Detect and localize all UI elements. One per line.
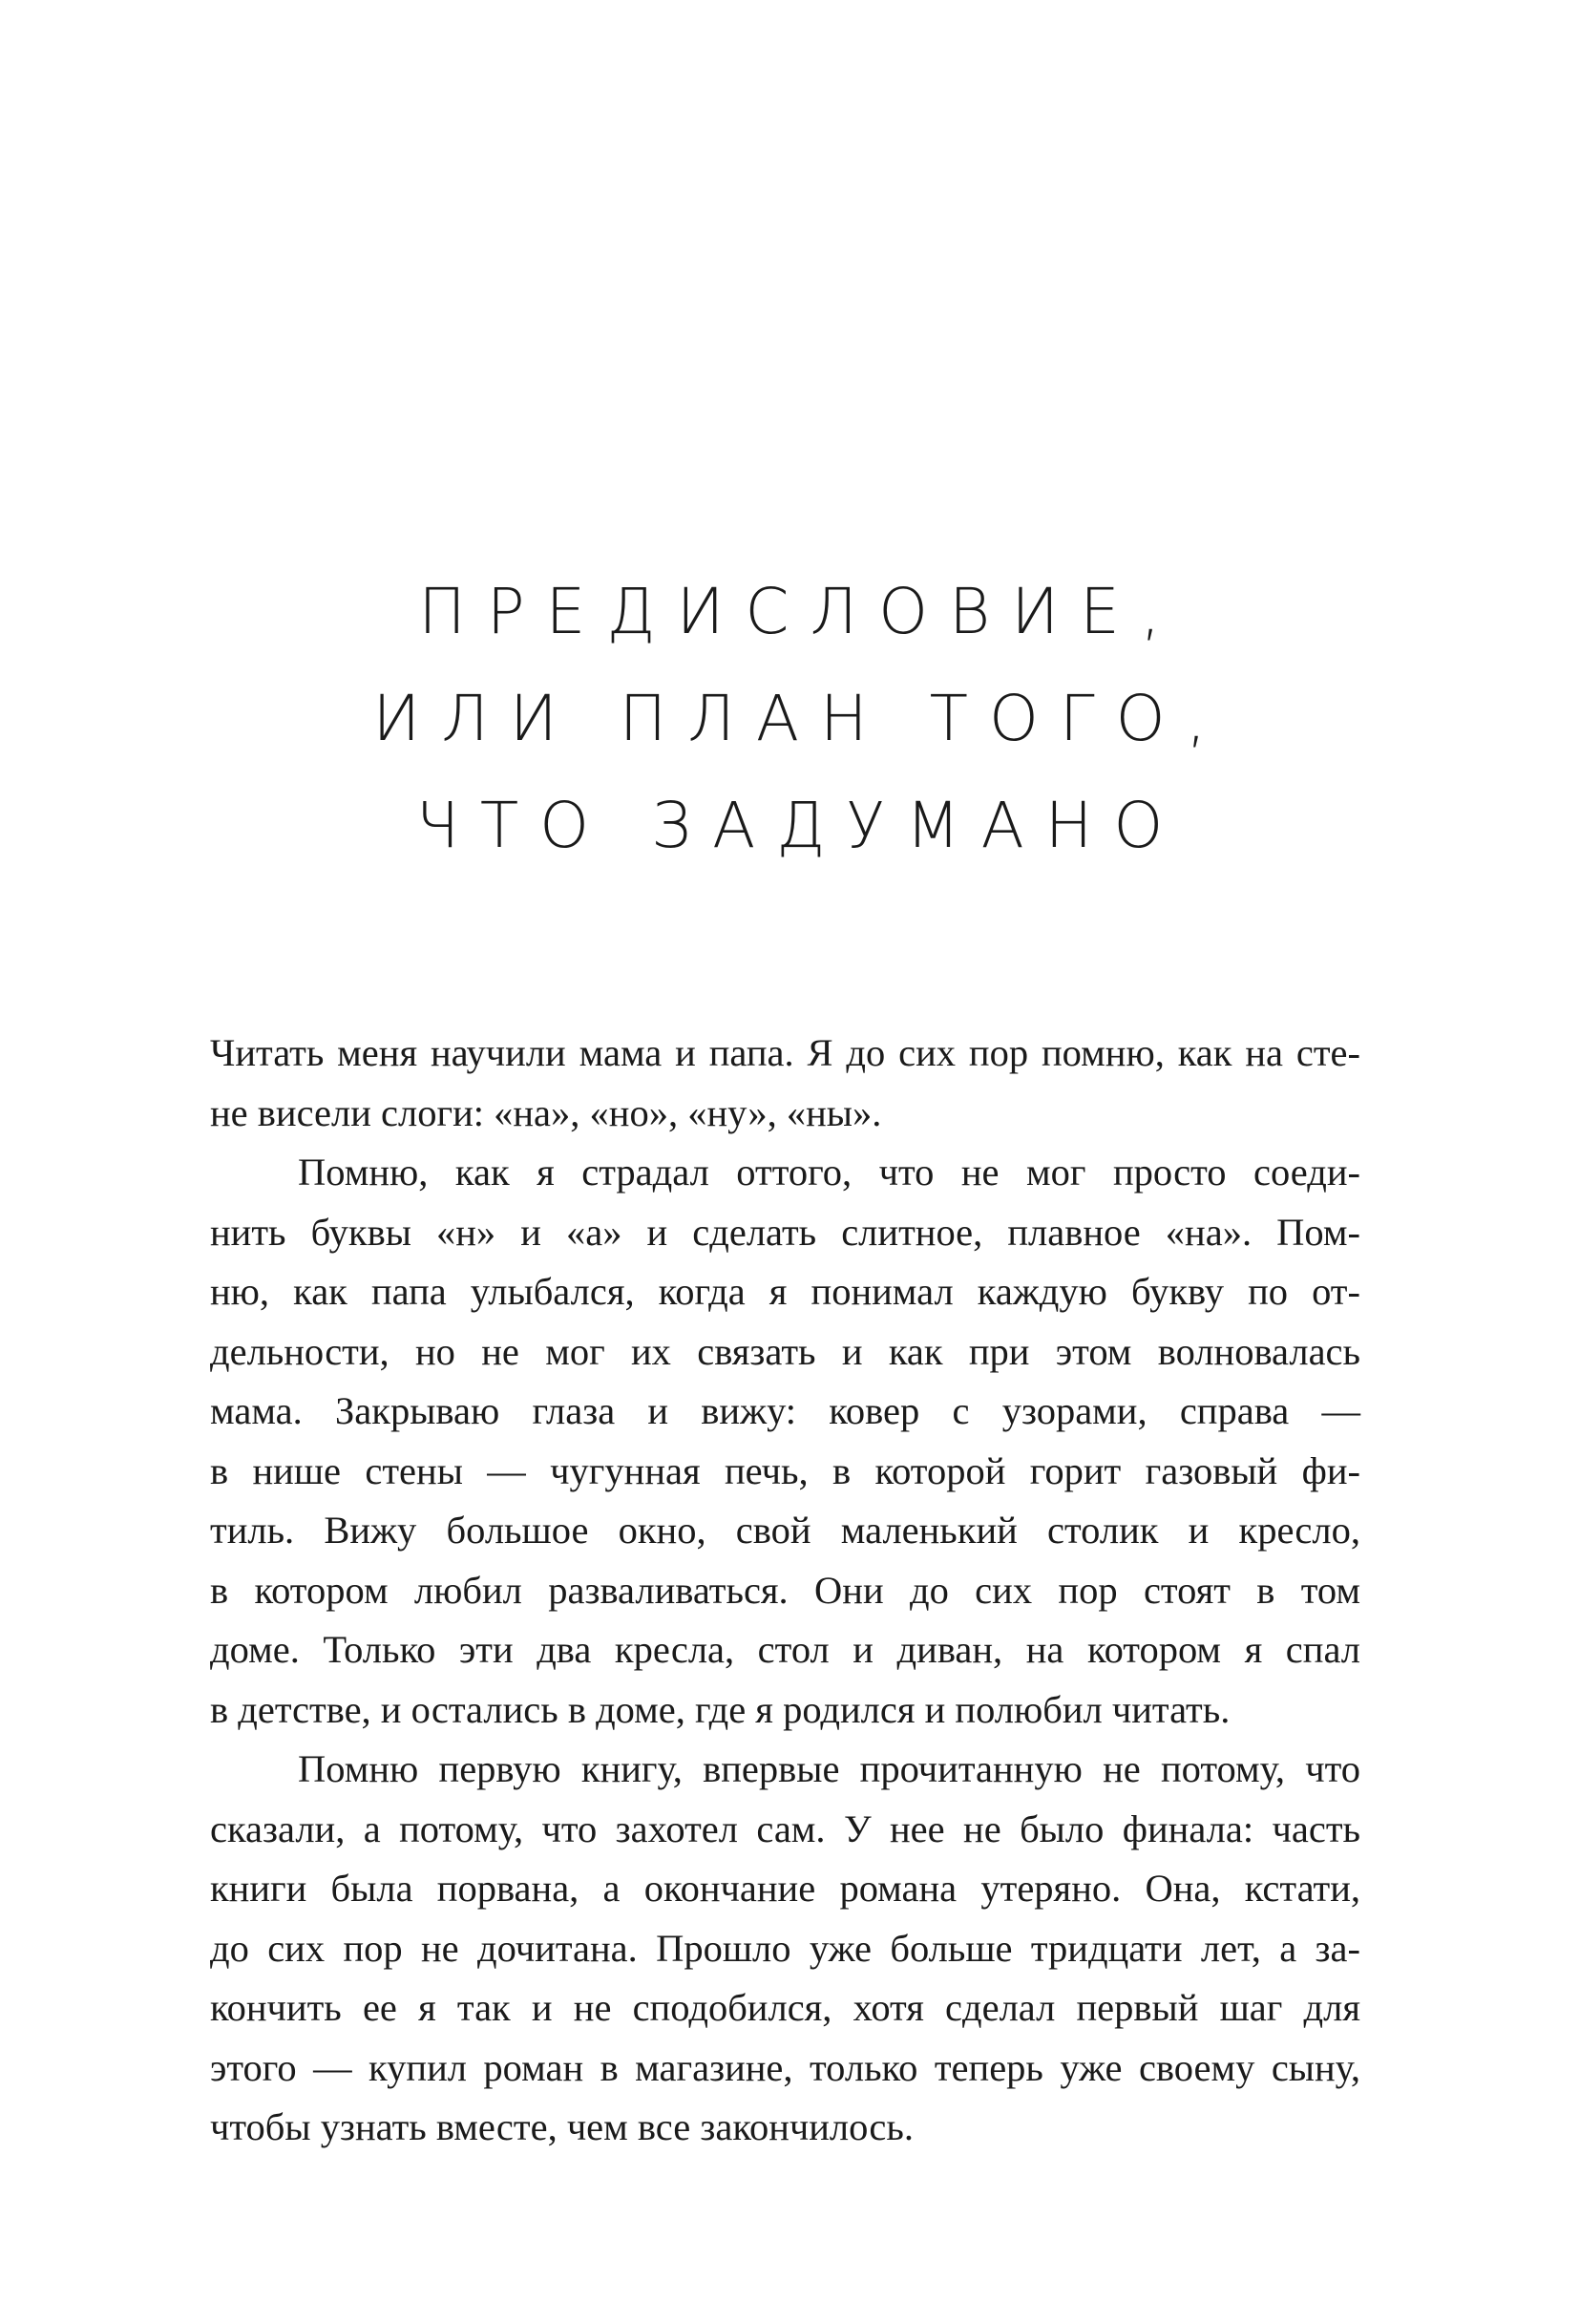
paragraph-2 [210,1143,1360,1740]
text-line: до сих пор не дочитана. Прошло уже больше тридцати лет, а за- [210,1926,1360,1970]
text-line: книги была порвана, а окончание романа утеряно. Она, кстати, [210,1867,1360,1910]
text-line: Помню первую книгу, впервые прочитанную не потому, что [298,1747,1360,1790]
chapter-title-line-2: ИЛИ ПЛАН ТОГО, [372,682,1228,755]
text-line: нить буквы «н» и «а» и сделать слитное, плавное «на». Пом- [210,1210,1360,1254]
text-line: тиль. Вижу большое окно, свой маленький столик и кресло, [210,1509,1360,1552]
paragraph-1 [210,1024,1360,1143]
text-line: ню, как папа улыбался, когда я понимал каждую букву по от- [210,1270,1360,1313]
text-line: сказали, а потому, что захотел сам. У нее не было финала: часть [210,1806,1360,1850]
body-text [210,1024,1360,2158]
text-line: чтобы узнать вместе, чем все закончилось. [210,2105,914,2148]
text-line: дельности, но не мог их связать и как при этом волновалась [210,1329,1360,1373]
text-line: в котором любил разваливаться. Они до сих пор стоят в том [210,1568,1360,1612]
chapter-title-line-1: ПРЕДИСЛОВИЕ, [418,575,1182,648]
chapter-title-line-3: ЧТО ЗАДУМАНО [415,789,1185,862]
text-line: в нише стены — чугунная печь, в которой горит газовый фи- [210,1448,1360,1492]
text-line: кончить ее я так и не сподобился, хотя сделал первый шаг для [210,1986,1360,2029]
text-line: доме. Только эти два кресла, стол и диван, на котором я спал [210,1628,1360,1671]
text-line: Помню, как я страдал оттого, что не мог просто соеди- [298,1151,1360,1194]
text-line: мама. Закрываю глаза и вижу: ковер с узорами, справа — [210,1389,1360,1432]
chapter-title [0,559,1579,879]
text-line: в детстве, и остались в доме, где я родился и полюбил читать. [210,1687,1231,1731]
text-line: этого — купил роман в магазине, только теперь уже своему сыну, [210,2045,1360,2089]
text-line: Читать меня научили мама и папа. Я до сих пор помню, как на сте- [210,1031,1360,1074]
text-line: не висели слоги: «на», «но», «ну», «ны». [210,1090,882,1134]
paragraph-3 [210,1740,1360,2158]
